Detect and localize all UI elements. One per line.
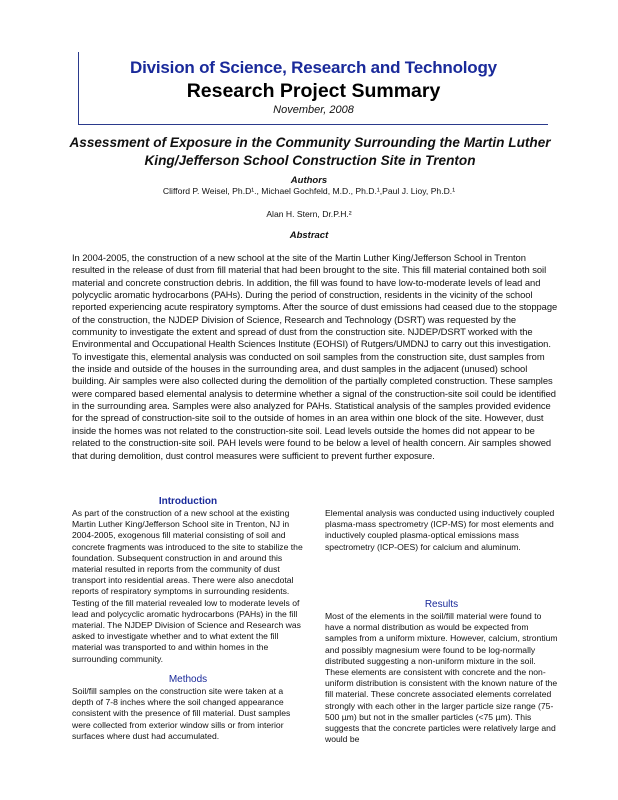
abstract-heading: Abstract [289, 230, 329, 241]
publication-date: November, 2008 [273, 104, 354, 116]
authors-line-1: Clifford P. Weisel, Ph.D¹., Michael Gochfeld, M.D., Ph.D.¹,Paul J. Lioy, Ph.D.¹ [162, 186, 456, 196]
summary-title: Research Project Summary [186, 80, 441, 102]
methods-heading: Methods [168, 674, 208, 685]
header-box [78, 52, 548, 125]
introduction-heading: Introduction [158, 496, 218, 507]
methods-text: Soil/fill samples on the construction site were taken at a depth of 7-8 inches where the soil changed appearance consistent with the presence of fill material. Dust samples were collected from exterior window sills or from interior surfaces where dust had accumulated. [72, 686, 291, 741]
introduction-text: As part of the construction of a new school at the existing Martin Luther King/Jefferson School site in Trenton, NJ in 2004-2005, exogenous fill material consisting of soil and concrete fragments was introduced to the site to stabilize the foundation. Subsequent construction in and around this material resulted in reports from the community of dust transport into residential areas. There were also anecdotal reports of respiratory symptoms in surrounding residents. Testing of the fill material revealed low to moderate levels of lead and polycyclic aromatic hydrocarbons (PAHs) in the fill material. The NJDEP Division of Science and Research was asked to investigate whether and to what extent the fill material was transported to and within homes in the surrounding community. [72, 508, 303, 664]
abstract-text: In 2004-2005, the construction of a new school at the site of the Martin Luther King/Jefferson School in Trenton resulted in the release of dust from fill material that had been brought to the site. This fill material contained both soil material and concrete construction debris. In addition, the fill was found to have low-to-moderate levels of lead and polycyclic aromatic hydrocarbons (PAHs). During the period of construction, residents in the vicinity of the school reported experiencing acute respiratory symptoms. After the source of dust emissions had ceased due to the stoppage of the construction, the NJDEP Division of Science, Research and Technology (DSRT) was requested by the community to investigate the extent and spread of dust from the construction site. NJDEP/DSRT worked with the Environmental and Occupational Health Sciences Institute (EOHSI) of Rutgers/UMDNJ to carry out this investigation. To investigate this, elemental analysis was conducted on soil samples from the construction site, dust samples from the inside and outside of the houses in the surrounding area, and dust samples in the adjacent (unused) school building. Air samples were also collected during the demolition of the partially completed construction. These samples were compared based elemental analysis to determine whether a signal of the construction-site soil could be identified in the surrounding area. Samples were also analyzed for PAHs. Statistical analysis of the samples provided evidence for the spread of construction-site soil to the outside of homes in an area within one block of the site. However, dust inside the homes was not related to the construction-site soil. Lead levels outside the homes did not appear to be related to the construction-site soil. PAH levels were found to be below a level of health concern. Air samples showed that during demolition, dust control measures were sufficient to prevent further exposure. [72, 252, 558, 461]
authors-line-2: Alan H. Stern, Dr.P.H.² [266, 209, 352, 219]
authors-heading: Authors [290, 175, 328, 186]
results-heading: Results [424, 599, 459, 610]
division-title: Division of Science, Research and Technology [130, 58, 497, 77]
results-text: Most of the elements in the soil/fill material were found to have a normal distribution as would be expected from samples from a uniform mixture. However, calcium, strontium and possibly magnesium were found to be log-normally distributed suggesting a non-uniform mixture in the soil. These elements are consistent with concrete and the non-uniform distribution is consistent with the known nature of the fill material. These concrete associated elements correlated strongly with each other in the larger particle size range (75-500 µm) but not in the smaller particles (<75 µm). This suggests that the concrete particles were relatively large and would be [325, 611, 558, 745]
document-title: Assessment of Exposure in the Community Surrounding the Martin Luther King/Jefferson School Construction Site in Trenton [69, 135, 551, 168]
elemental-analysis-text: Elemental analysis was conducted using inductively coupled plasma-mass spectrometry (ICP-MS) for most elements and inductively coupled plasma-optical emissions mass spectrometry (ICP-OES) for calcium and aluminum. [325, 508, 555, 552]
